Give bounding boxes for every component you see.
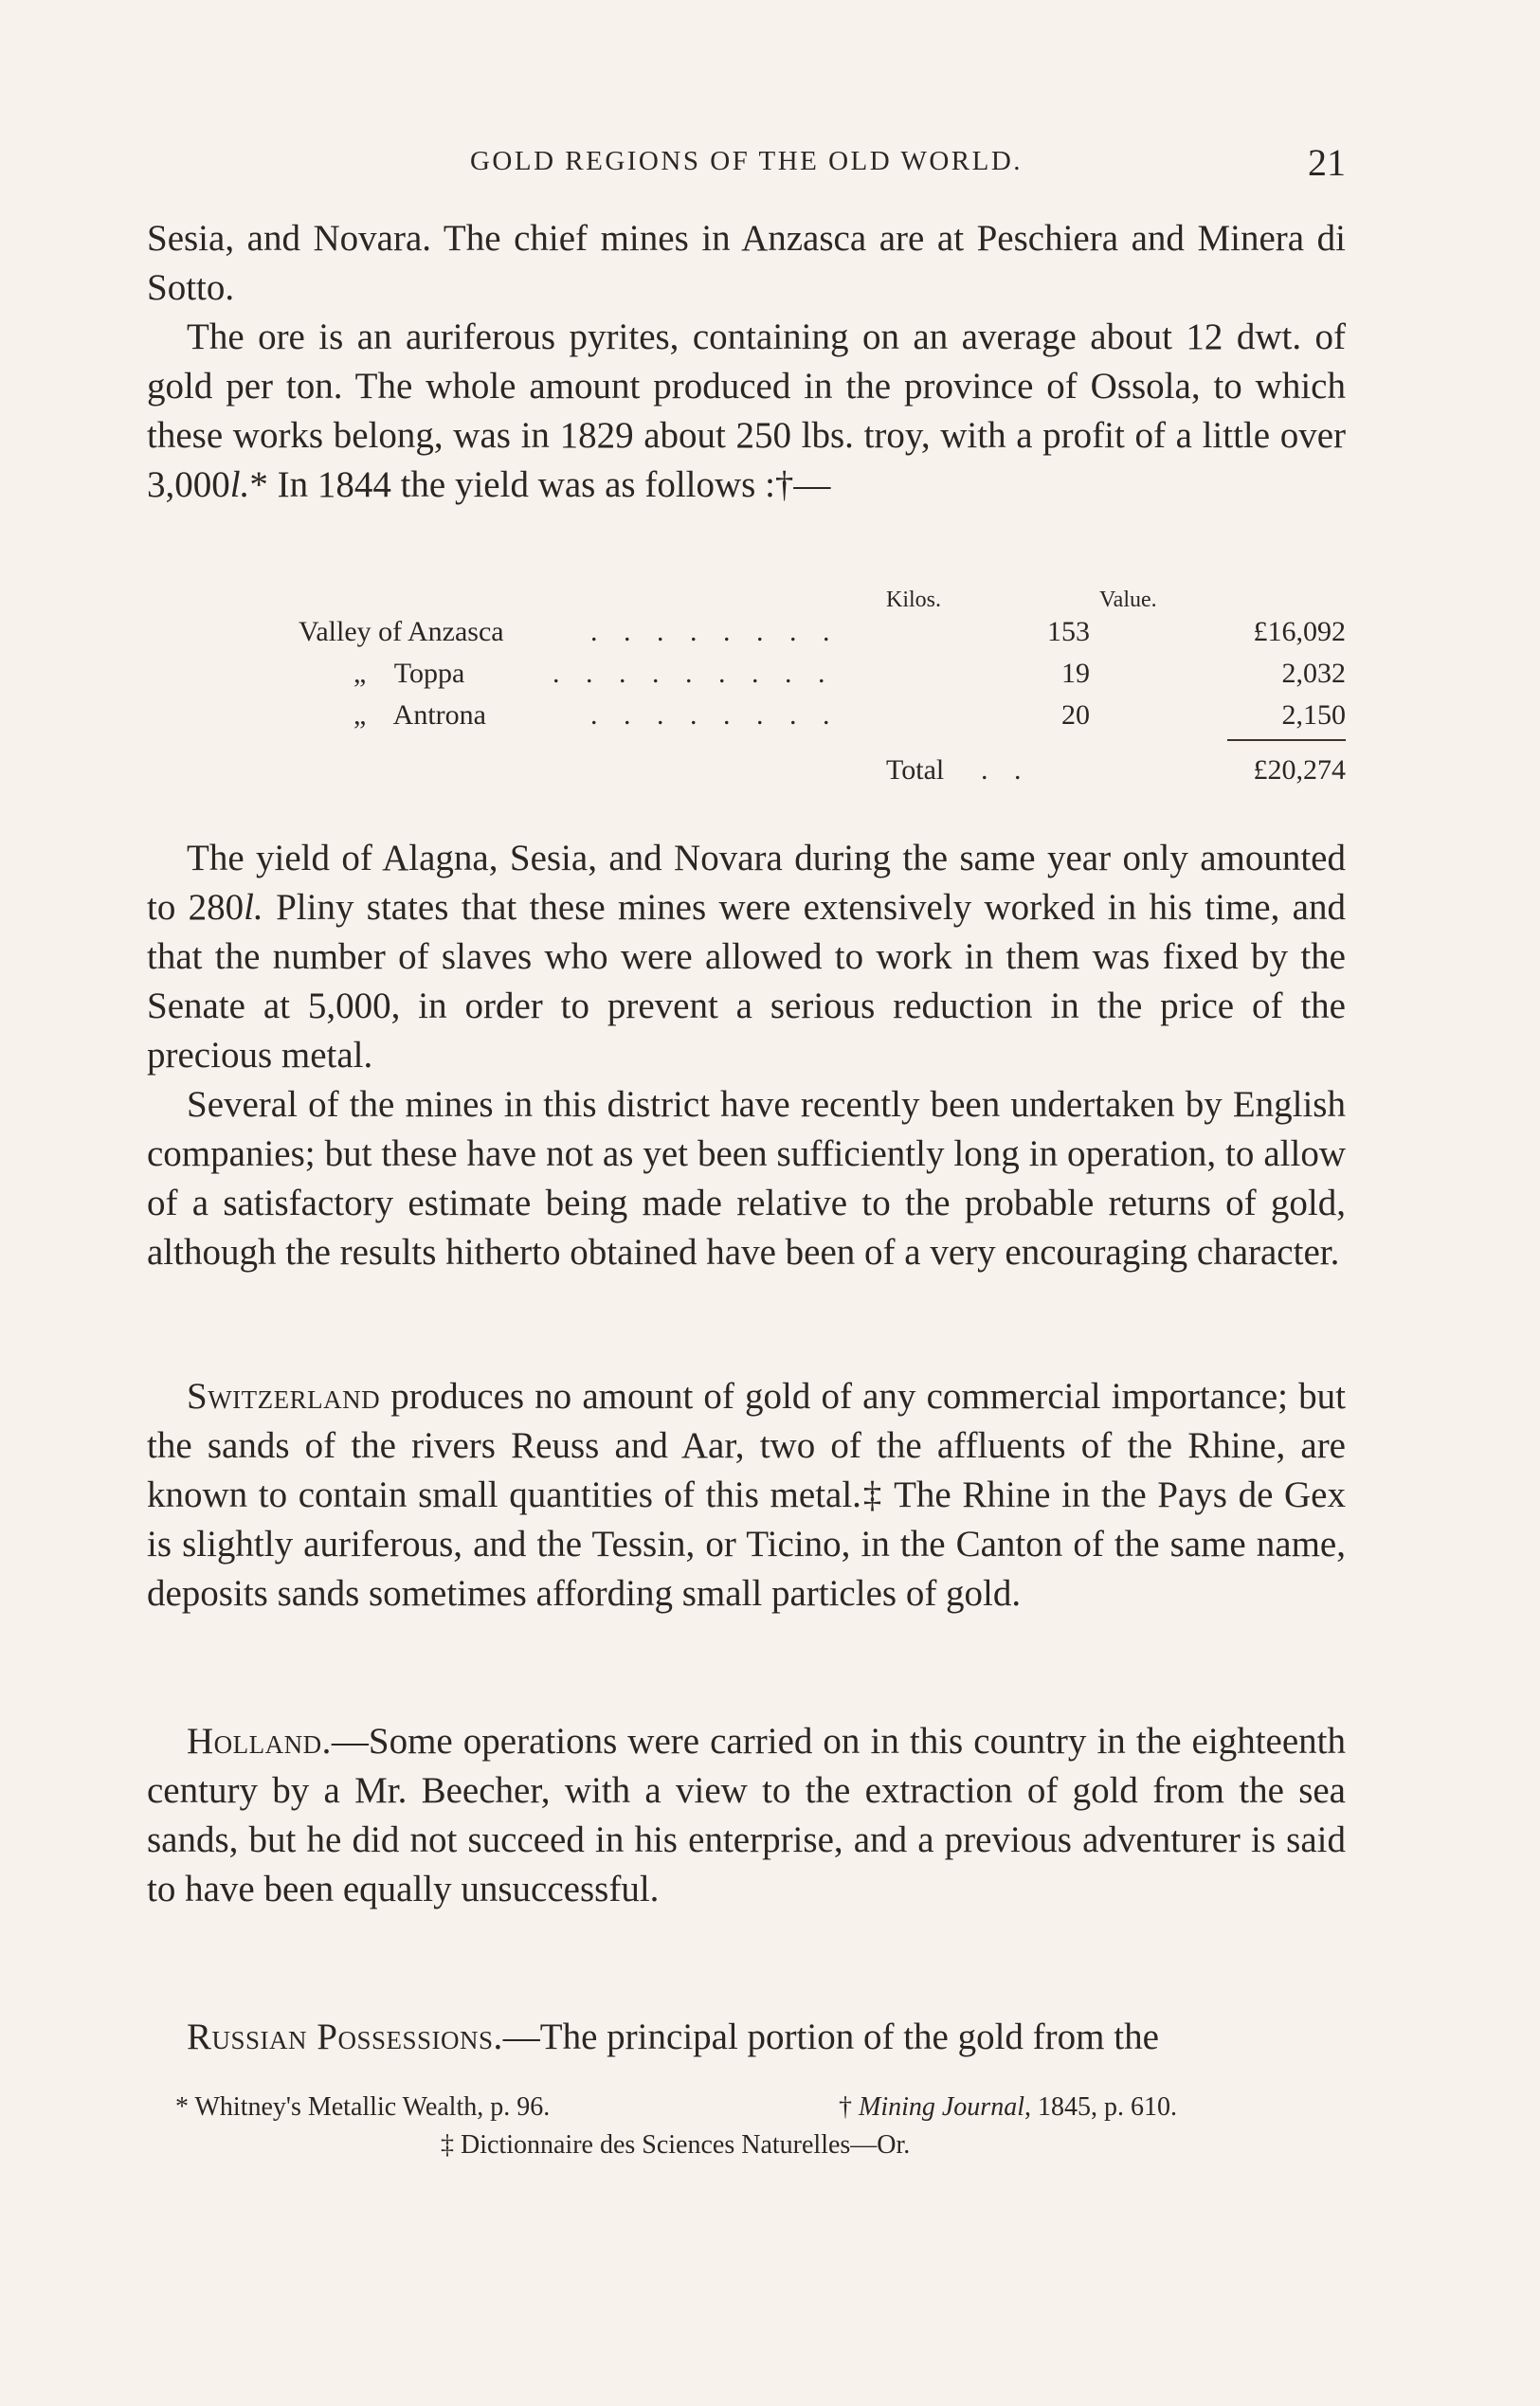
table-cell-place: „ Toppa — [353, 658, 465, 689]
table-cell-kilos: 20 — [1061, 699, 1090, 731]
paragraph-switzerland-text — [147, 1372, 1346, 1619]
yield-table — [147, 588, 1346, 796]
column-header-kilos: Kilos. — [886, 588, 942, 612]
leader-dots: . . . . . . . . — [590, 699, 840, 731]
switzerland-body: produces no amount of gold of any commercial importance; but the sands of the rivers Reuss and Aar, two of the affluents of the Rhine, are known to contain small quantities of this metal.‡ The Rhine in the Pays de Gex is slightly auriferous, and the Tessin, or Ticino, in the Canton of the same name, deposits sands sometimes affording small particles of gold. — [147, 1376, 1346, 1614]
footnote-journal-title: Mining Journal — [859, 2092, 1024, 2122]
section-heading-holland: Holland. — [187, 1721, 332, 1762]
paragraph-ore — [147, 313, 1346, 510]
paragraph-holland — [147, 1717, 1346, 1914]
leader-dots: . . — [981, 754, 1031, 786]
leader-dots: . . . . . . . . — [590, 616, 840, 647]
footnote-whitney: * Whitney's Metallic Wealth, p. 96. — [175, 2092, 551, 2122]
total-rule — [1227, 739, 1346, 741]
section-heading-russia: Russian Possessions. — [187, 2017, 503, 2057]
footnote-dagger: † — [839, 2092, 859, 2122]
page-number: 21 — [1308, 141, 1346, 184]
paragraph-block-2 — [147, 834, 1346, 1277]
paragraph-alagna-text-end: Pliny states that these mines were extensively worked in his time, and that the number of slaves who were allowed to work in them was fixed by the Senate at 5,000, in order to prevent a serious reduction in the price of the precious metal. — [147, 887, 1346, 1076]
table-cell-value: 2,150 — [1281, 699, 1346, 731]
running-head — [147, 140, 1346, 188]
paragraph-sesia-novara: Sesia, and Novara. The chief mines in Anzasca are at Peschiera and Minera di Sotto. — [147, 218, 1346, 308]
holland-body: —Some operations were carried on in this country in the eighteenth century by a Mr. Beecher, with a view to the extraction of gold from the sea sands, but he did not succeed in his enterprise, and a previous adventurer is said to have been equally unsuccessful. — [147, 1721, 1346, 1909]
footnote-journal-ref: , 1845, p. 610. — [1024, 2092, 1177, 2122]
paragraph-alagna — [147, 834, 1346, 1080]
paragraph-ore-text-end: * In 1844 the yield was as follows :†— — [249, 464, 831, 505]
table-row — [147, 616, 1346, 654]
footnote-dictionnaire: ‡ Dictionnaire des Sciences Naturelles—Or. — [441, 2130, 911, 2160]
paragraph-russia — [147, 2013, 1346, 2062]
table-row — [147, 658, 1346, 696]
table-cell-place: „ Antrona — [353, 699, 486, 731]
table-total-row — [147, 754, 1346, 792]
table-row — [147, 699, 1346, 737]
russia-body: —The principal portion of the gold from the — [502, 2017, 1159, 2057]
paragraph-russia-text — [147, 2013, 1346, 2062]
leader-dots: . . . . . . . . . — [553, 658, 835, 689]
paragraph-alagna-text: The yield of Alagna, Sesia, and Novara during the same year only amounted to 280 — [147, 838, 1346, 928]
table-cell-kilos: 153 — [1047, 616, 1090, 647]
paragraph-holland-text — [147, 1717, 1346, 1914]
table-cell-place: Valley of Anzasca — [299, 616, 504, 647]
footnote-mining-journal — [839, 2089, 1177, 2126]
table-cell-kilos: 19 — [1061, 658, 1090, 689]
section-heading-switzerland: Switzerland — [187, 1376, 381, 1417]
paragraph-block-1 — [147, 214, 1346, 510]
total-label: Total — [886, 754, 945, 786]
pound-abbrev: l. — [229, 464, 250, 505]
running-title: GOLD REGIONS OF THE OLD WORLD. — [469, 146, 1024, 176]
total-value: £20,274 — [1253, 754, 1346, 786]
footnote-line — [147, 2089, 1346, 2126]
paragraph-switzerland — [147, 1372, 1346, 1619]
table-cell-value: £16,092 — [1253, 616, 1346, 647]
footnotes — [147, 2089, 1346, 2164]
paragraph-ore-text: The ore is an auriferous pyrites, containing on an average about 12 dwt. of gold per ton. The whole amount produced in the province of Ossola, to which these works belong, was in 1829 about 250 lbs. troy, with a profit of a little over 3,000 — [147, 317, 1346, 505]
pound-abbrev: l. — [244, 887, 263, 928]
paragraph-english-companies: Several of the mines in this district have recently been undertaken by English companies; but these have not as yet been sufficiently long in operation, to allow of a satisfactory estimate being made relative to the probable returns of gold, although the results hitherto obtained have been of a very encouraging character. — [147, 1084, 1346, 1273]
column-header-value: Value. — [1099, 588, 1157, 612]
table-cell-value: 2,032 — [1281, 658, 1346, 689]
